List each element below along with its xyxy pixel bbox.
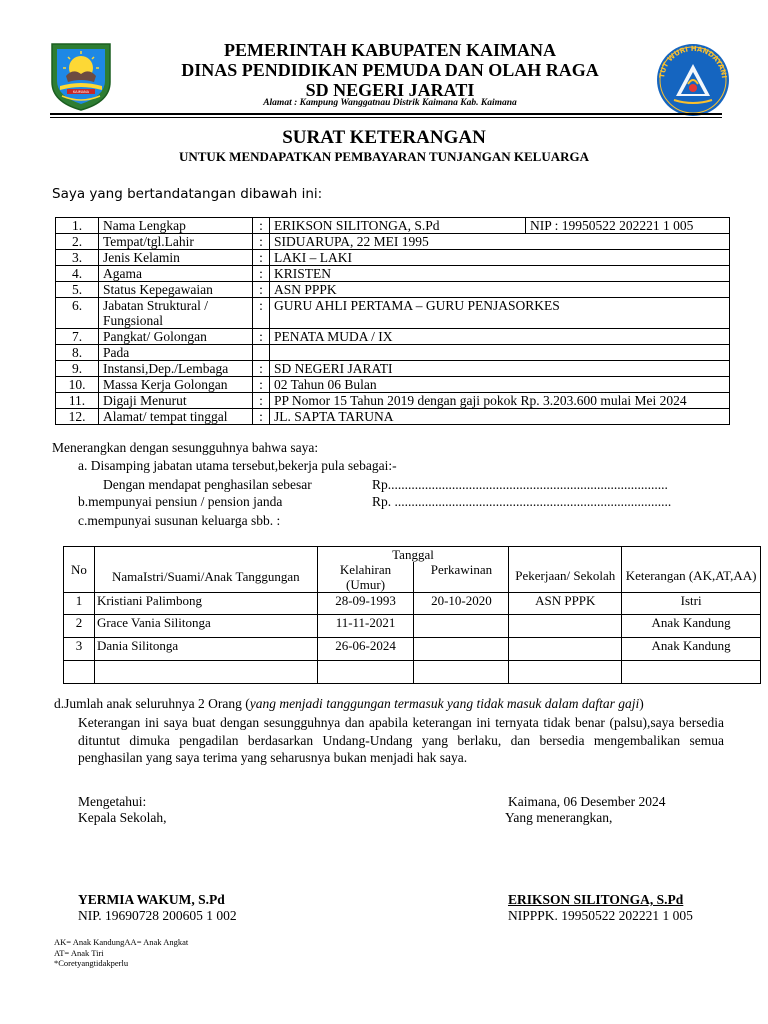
declare-item-c: c.mempunyai susunan keluarga sbb. : [78, 513, 281, 528]
family-note: Anak Kandung [622, 638, 761, 661]
identity-label: Jabatan Struktural / Fungsional [99, 298, 253, 329]
declare-item-b: b.mempunyai pensiun / pension janda [78, 494, 283, 509]
identity-colon: : [253, 266, 270, 282]
svg-text:KAIMANA: KAIMANA [72, 90, 90, 94]
sign-right-line1: Kaimana, 06 Desember 2024 [508, 794, 666, 809]
intro-text: Saya yang bertandatangan dibawah ini: [52, 186, 323, 202]
identity-value: ASN PPPK [270, 282, 730, 298]
identity-colon: : [253, 393, 270, 409]
family-header-row-1 [64, 547, 761, 563]
identity-colon: : [253, 409, 270, 425]
identity-row-4 [56, 266, 730, 282]
family-note [622, 661, 761, 684]
identity-row-12 [56, 409, 730, 425]
declare-heading: Menerangkan dengan sesungguhnya bahwa saya: [52, 440, 319, 455]
identity-value: PENATA MUDA / IX [270, 329, 730, 345]
family-row-1 [64, 593, 761, 615]
identity-value: JL. SAPTA TARUNA [270, 409, 730, 425]
identity-colon: : [253, 329, 270, 345]
header-rule-thin [50, 117, 722, 118]
family-table [63, 546, 761, 684]
kop-line-1: PEMERINTAH KABUPATEN KAIMANA [224, 40, 556, 60]
svg-text:TUT WURI HANDAYANI: TUT WURI HANDAYANI [658, 44, 728, 79]
identity-label: Digaji Menurut [99, 393, 253, 409]
family-row-2 [64, 615, 761, 638]
identity-label: Jenis Kelamin [99, 250, 253, 266]
identity-colon: : [253, 218, 270, 234]
identity-nip: NIP : 19950522 202221 1 005 [526, 218, 730, 234]
family-row-3 [64, 638, 761, 661]
identity-label: Agama [99, 266, 253, 282]
children-count-suffix: ) [639, 696, 644, 711]
identity-row-10 [56, 377, 730, 393]
family-header-marriage: Perkawinan [414, 562, 509, 593]
identity-table [55, 217, 730, 425]
identity-row-5 [56, 282, 730, 298]
sign-left-line2: Kepala Sekolah, [78, 810, 167, 825]
family-note: Istri [622, 593, 761, 615]
identity-no: 3. [56, 250, 99, 266]
identity-no: 12. [56, 409, 99, 425]
family-name [94, 661, 317, 684]
family-job [509, 638, 622, 661]
identity-value: PP Nomor 15 Tahun 2019 dengan gaji pokok Rp. 3.203.600 mulai Mei 2024 [270, 393, 730, 409]
family-row-4 [64, 661, 761, 684]
identity-label: Status Kepegawaian [99, 282, 253, 298]
identity-value: ERIKSON SILITONGA, S.Pd [270, 218, 526, 234]
footnote-3: *Coretyangtidakperlu [54, 958, 129, 968]
identity-label: Pangkat/ Golongan [99, 329, 253, 345]
family-job [509, 615, 622, 638]
identity-label: Instansi,Dep./Lembaga [99, 361, 253, 377]
identity-colon: : [253, 234, 270, 250]
kop-line-3: SD NEGERI JARATI [305, 80, 475, 100]
identity-row-2 [56, 234, 730, 250]
identity-no: 1. [56, 218, 99, 234]
identity-label: Massa Kerja Golongan [99, 377, 253, 393]
identity-colon: : [253, 361, 270, 377]
identity-value: SIDUARUPA, 22 MEI 1995 [270, 234, 730, 250]
header-rule-thick [50, 113, 722, 115]
family-no: 2 [64, 615, 95, 638]
identity-row-8 [56, 345, 730, 361]
family-name: Dania Silitonga [94, 638, 317, 661]
sign-left-nip: NIP. 19690728 200605 1 002 [78, 908, 237, 923]
family-header-no: No [64, 547, 95, 593]
declare-pension-value: Rp. .................................................................................. [372, 494, 672, 509]
family-birth: 11-11-2021 [317, 615, 414, 638]
family-header-name: NamaIstri/Suami/Anak Tanggungan [94, 547, 317, 593]
family-header-date-group: Tanggal [317, 547, 509, 563]
family-no [64, 661, 95, 684]
sign-right-name: ERIKSON SILITONGA, S.Pd [508, 892, 684, 907]
sign-right-nip: NIPPPK. 19950522 202221 1 005 [508, 908, 693, 923]
identity-label: Alamat/ tempat tinggal [99, 409, 253, 425]
identity-value: 02 Tahun 06 Bulan [270, 377, 730, 393]
identity-row-1 [56, 218, 730, 234]
identity-value: LAKI – LAKI [270, 250, 730, 266]
identity-label: Tempat/tgl.Lahir [99, 234, 253, 250]
declare-income-value: Rp................................................................................... [372, 477, 668, 492]
identity-value: SD NEGERI JARATI [270, 361, 730, 377]
footnote-2: AT= Anak Tiri [54, 948, 104, 958]
identity-label: Nama Lengkap [99, 218, 253, 234]
kop-address: Alamat : Kampung Wanggatnau Distrik Kaimana Kab. Kaimana [263, 98, 517, 108]
identity-no: 9. [56, 361, 99, 377]
identity-row-11 [56, 393, 730, 409]
children-count-italic: yang menjadi tanggungan termasuk yang tidak masuk dalam daftar gaji [249, 696, 640, 711]
family-header-note: Keterangan (AK,AT,AA) [622, 547, 761, 593]
tut-wuri-handayani-logo [652, 42, 734, 118]
identity-row-7 [56, 329, 730, 345]
kop-line-2: DINAS PENDIDIKAN PEMUDA DAN OLAH RAGA [181, 60, 599, 80]
identity-row-9 [56, 361, 730, 377]
identity-no: 8. [56, 345, 99, 361]
identity-label: Pada [99, 345, 253, 361]
sign-right-line2: Yang menerangkan, [505, 810, 613, 825]
family-header-birth: Kelahiran (Umur) [317, 562, 414, 593]
children-count [54, 696, 644, 712]
declare-item-a: a. Disamping jabatan utama tersebut,bekerja pula sebagai:- [78, 458, 397, 473]
identity-value: KRISTEN [270, 266, 730, 282]
family-job: ASN PPPK [509, 593, 622, 615]
kaimana-regency-logo [48, 38, 114, 112]
family-no: 3 [64, 638, 95, 661]
identity-no: 6. [56, 298, 99, 329]
statement-paragraph: Keterangan ini saya buat dengan sesungguhnya dan apabila keterangan ini ternyata tidak benar (palsu),saya bersedia dituntut dimuka pengadilan berdasarkan Undang-Undang yang berlaku, dan bersedia mengembalikan semua penghasilan yang saya terima yang seharusnya bukan menjadi hak saya. [78, 715, 724, 765]
sign-left-name: YERMIA WAKUM, S.Pd [78, 892, 225, 907]
family-marriage [414, 661, 509, 684]
identity-colon: : [253, 250, 270, 266]
identity-value: GURU AHLI PERTAMA – GURU PENJASORKES [270, 298, 730, 329]
family-marriage [414, 638, 509, 661]
footnote-1: AK= Anak KandungAA= Anak Angkat [54, 937, 189, 947]
declare-income-label: Dengan mendapat penghasilan sebesar [103, 477, 312, 492]
identity-no: 2. [56, 234, 99, 250]
identity-no: 7. [56, 329, 99, 345]
identity-no: 10. [56, 377, 99, 393]
identity-no: 4. [56, 266, 99, 282]
family-name: Grace Vania Silitonga [94, 615, 317, 638]
document-subtitle: UNTUK MENDAPATKAN PEMBAYARAN TUNJANGAN KELUARGA [178, 149, 589, 164]
identity-colon: : [253, 377, 270, 393]
family-marriage [414, 615, 509, 638]
identity-no: 5. [56, 282, 99, 298]
identity-value [270, 345, 730, 361]
identity-colon: : [253, 282, 270, 298]
identity-colon: : [253, 298, 270, 329]
identity-row-6 [56, 298, 730, 329]
family-note: Anak Kandung [622, 615, 761, 638]
family-no: 1 [64, 593, 95, 615]
family-job [509, 661, 622, 684]
identity-row-3 [56, 250, 730, 266]
sign-left-line1: Mengetahui: [78, 794, 147, 809]
family-birth: 28-09-1993 [317, 593, 414, 615]
family-marriage: 20-10-2020 [414, 593, 509, 615]
family-header-job: Pekerjaan/ Sekolah [509, 547, 622, 593]
family-birth: 26-06-2024 [317, 638, 414, 661]
family-birth [317, 661, 414, 684]
family-name: Kristiani Palimbong [94, 593, 317, 615]
identity-colon [253, 345, 270, 361]
document-title: SURAT KETERANGAN [282, 127, 486, 148]
identity-no: 11. [56, 393, 99, 409]
children-count-prefix: d.Jumlah anak seluruhnya 2 Orang ( [54, 696, 250, 711]
